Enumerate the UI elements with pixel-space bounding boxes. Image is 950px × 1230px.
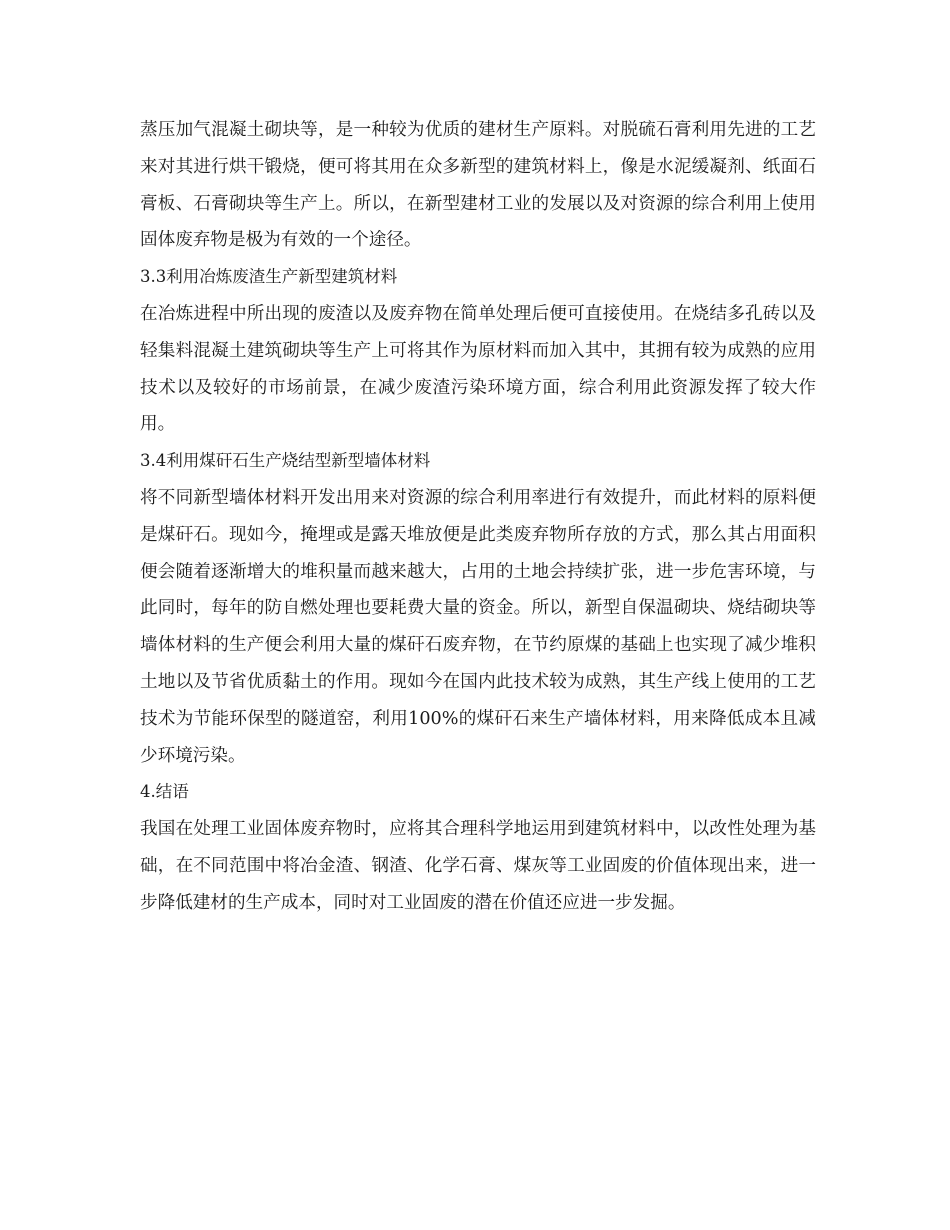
paragraph-smelting-slag: 在冶炼进程中所出现的废渣以及废弃物在简单处理后便可直接使用。在烧结多孔砖以及轻集料混凝土建筑砌块等生产上可将其作为原材料而加入其中，其拥有较为成熟的应用技术以及较好的市场前景，在减少废渣污染环境方面，综合利用此资源发挥了较大作用。 [140, 303, 816, 435]
paragraph-coal-gangue: 将不同新型墙体材料开发出用来对资源的综合利用率进行有效提升，而此材料的原料便是煤矸石。现如今，掩埋或是露天堆放便是此类废弃物所存放的方式，那么其占用面积便会随着逐渐增大的堆积量而越来越大，占用的土地会持续扩张，进一步危害环境，与此同时，每年的防自燃处理也要耗费大量的资金。所以，新型自保温砌块、烧结砌块等墙体材料的生产便会利用大量的煤矸石废弃物，在节约原煤的基础上也实现了减少堆积土地以及节省优质黏土的作用。现如今在国内此技术较为成熟，其生产线上使用的工艺技术为节能环保型的隧道窑，利用100%的煤矸石来生产墙体材料，用来降低成本且减少环境污染。 [140, 487, 816, 766]
document-body [140, 112, 816, 922]
heading-3-4: 3.4利用煤矸石生产烧结型新型墙体材料 [140, 451, 431, 471]
heading-4-conclusion: 4.结语 [140, 782, 189, 802]
heading-3-3: 3.3利用冶炼废渣生产新型建筑材料 [140, 267, 398, 287]
paragraph-conclusion: 我国在处理工业固体废弃物时，应将其合理科学地运用到建筑材料中，以改性处理为基础，在不同范围中将冶金渣、钢渣、化学石膏、煤灰等工业固废的价值体现出来，进一步降低建材的生产成本，同时对工业固废的潜在价值还应进一步发掘。 [140, 819, 816, 913]
paragraph-gypsum: 蒸压加气混凝土砌块等，是一种较为优质的建材生产原料。对脱硫石膏利用先进的工艺来对其进行烘干锻烧，便可将其用在众多新型的建筑材料上，像是水泥缓凝剂、纸面石膏板、石膏砌块等生产上。所以，在新型建材工业的发展以及对资源的综合利用上使用固体废弃物是极为有效的一个途径。 [140, 120, 816, 251]
